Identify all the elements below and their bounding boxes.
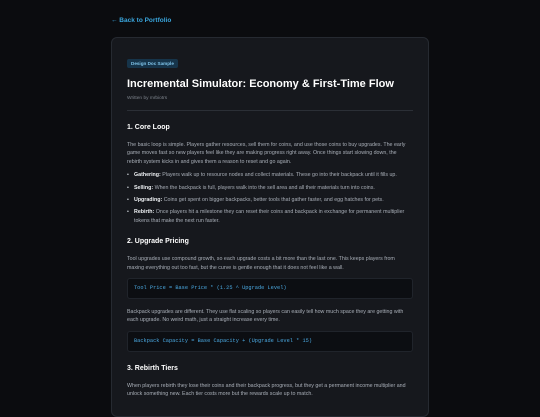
bullet-icon: • [127,172,129,179]
list-item [127,171,413,179]
list-item [127,184,413,192]
backpack-capacity-formula: Backpack Capacity = Base Capacity + (Upgrade Level * 15) [127,331,413,352]
backpack-scaling-text: Backpack upgrades are different. They use flat scaling so players can easily tell how much space they are getting with each upgrade. No weird math, just a straight increase every time. [127,309,404,324]
list-item-term: Rebirth: [134,209,155,216]
list-item-term: Gathering: [134,172,161,179]
bullet-icon: • [127,209,129,216]
title-divider [127,110,413,111]
list-item-text: Players walk up to resource nodes and collect materials. These go into their backpack until it fills up. [160,172,397,179]
list-item-term: Selling: [134,184,154,191]
list-item [127,208,413,225]
tool-price-formula: Tool Price = Base Price * (1.25 ^ Upgrade Level) [127,278,413,299]
bullet-icon: • [127,197,129,204]
core-loop-list [127,171,413,225]
rebirth-tiers-intro: When players rebirth they lose their coins and their backpack progress, but they get a permanent income multiplier and unlock something new. Each tier costs more but the rewards scale up to match. [127,382,406,398]
core-loop-intro: The basic loop is simple. Players gather resources, sell them for coins, and use those coins to buy upgrades. The early game moves fast so new players feel like they are making progress right away. Once things start slowing down, the rebirth system kicks in and gives them a reason to reset and go again. [127,142,406,165]
bullet-icon: • [127,184,129,191]
page-title: Incremental Simulator: Economy & First-Time Flow [127,78,394,90]
upgrade-pricing-intro: Tool upgrades use compound growth, so each upgrade costs a bit more than the last one. This keeps players from maxing everything out too fast, but the curve is gentle enough that it does not feel like a wall. [127,256,395,271]
author-byline: Written by mrbiotrs [127,96,168,101]
list-item-text: When the backpack is full, players walk into the sell area and all their materials turn into coins. [153,184,375,191]
list-item-term: Upgrading: [134,197,163,204]
list-item [127,196,413,204]
list-item-text: Coins get spent on bigger backpacks, better tools that gather faster, and egg hatches for pets. [162,197,384,204]
section-heading-upgrade-pricing: 2. Upgrade Pricing [127,238,189,246]
section-heading-rebirth-tiers: 3. Rebirth Tiers [127,364,178,372]
list-item-text: Once players hit a milestone they can reset their coins and backpack in exchange for permanent multiplier tokens that make the next run faster. [134,209,405,224]
back-to-portfolio-link[interactable]: ← Back to Portfolio [111,17,172,24]
doc-type-badge: Design Doc Sample [127,59,178,68]
design-doc-card [111,37,429,417]
section-heading-core-loop: 1. Core Loop [127,124,170,131]
